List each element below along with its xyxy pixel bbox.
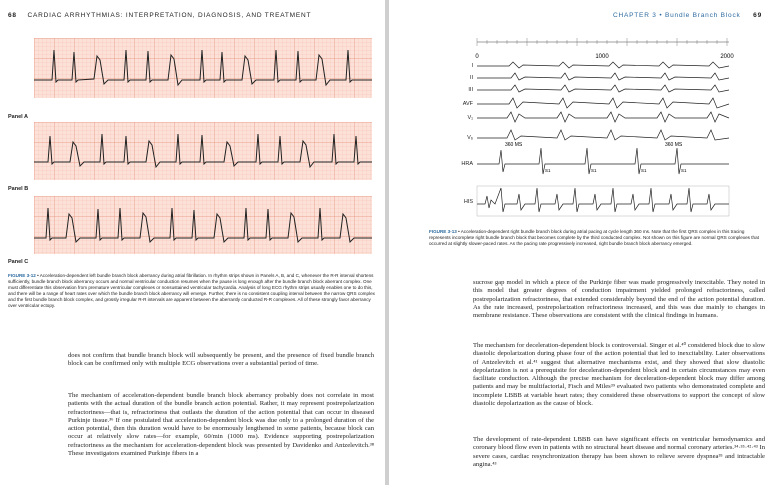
lead-label-V1: V₁ [467, 115, 473, 121]
ecg-strip-panel-c [34, 196, 372, 254]
figure-3-13-caption [429, 229, 765, 247]
ecg-strip-panel-a [34, 38, 372, 98]
right-running-header [613, 12, 762, 19]
scale-label-0: 0 [475, 54, 479, 60]
figure-3-13-text: • Acceleration-dependent right bundle branch block during atrial pacing at cycle length 360 ms. Note that the first QRS complex in this tracing represents incomplete right bundle branch block that becomes complete by the third conducted complex. Not shown on this figure are normal QRS complexes that occurred at slightly slower-paced rates. As the pacing rate progressively increased, right bundle branch block aberrancy emerged. [429, 229, 759, 247]
s1-label-4: S1 [681, 168, 687, 173]
s1-label-1: S1 [545, 168, 551, 173]
right-paragraph-2: The mechanism for deceleration-dependent block is controversial. Singer et al.⁴⁰ considered block due to slow diastolic depolarization during phase four of the action potential that led to inexcitability. Later observations of Antzelevitch et al.⁴¹ suggest that alternative mechanisms exist, and they showed that slow diastolic depolarization is not a prerequisite for deceleration-dependent block and in certain circumstances may even facilitate conduction. Although the precise mechanism for deceleration-dependent block may differ among patients and may be multifactorial, Fisch and Miles³⁹ evaluated two patients who demonstrated complete and incomplete LBBB at variable heart rates; they considered these observations to support the concept of slow diastolic depolarization as the cause of block. [473, 342, 765, 408]
lead-label-V6: V₆ [467, 135, 473, 141]
ms-label-1: 360 MS [505, 142, 523, 148]
right-paragraph-1: sucrose gap model in which a piece of the Purkinje fiber was made progressively inexcitable. They noted in this model that greater degrees of conduction impairment yielded prolonged refractoriness, called postrepolarization refractoriness, that extended considerably beyond the end of the action potential duration. As the rate increased, postrepolarization refractoriness increased, and this was due mainly to changes in membrane resistance. These observations are consistent with the clinical findings in humans. [473, 279, 765, 320]
ecg-strip-panel-b [34, 122, 372, 180]
left-paragraph-1: does not confirm that bundle branch block will subsequently be present, and the presence of fixed bundle branch block can be confirmed only with multiple ECG observations over a substantial period of time. [68, 352, 374, 368]
figure-3-12-caption [8, 273, 376, 310]
trace-lead-I [477, 62, 729, 68]
lead-label-HIS: HIS [463, 199, 473, 205]
scale-label-2000: 2000 [720, 54, 734, 60]
figure-3-12-label: FIGURE 3-12 [8, 273, 36, 278]
trace-lead-II [477, 73, 729, 80]
lead-label-III: III [468, 87, 473, 93]
lead-label-AVF: AVF [462, 101, 473, 107]
intracardiac-tracing-figure [439, 22, 739, 222]
left-page-number: 68 [8, 12, 17, 19]
trace-lead-HIS [477, 188, 729, 212]
figure-3-12-text: • Acceleration-dependent left bundle branch block aberrancy during atrial fibrillation. In rhythm strips shown in Panels A, B, and C, whenever the R-R interval shortens sufficiently, bundle branch block aberrancy occurs and normal ventricular conduction resumes when the pause is long enough after the bundle branch block aberrant complex. One must differentiate this observation from premature ventricular complexes or nonsustained ventricular tachycardia. Analysis of long ECG rhythm strips usually enables one to do this, and there will be a range of heart rates over which the bundle branch block aberrancy will emerge. Further, there is no consistent coupling interval between the narrow QRS complex and the first bundle branch block complex, and grossly irregular R-R intervals are apparent between the aberrantly conducted R-R complexes. All of these strongly favor aberrancy over ventricular ectopy. [8, 273, 375, 309]
trace-lead-AVF [477, 98, 729, 108]
panel-c-label: Panel C [8, 259, 29, 265]
right-running-head: CHAPTER 3 • Bundle Branch Block [613, 12, 741, 19]
left-running-header [8, 12, 311, 19]
trace-lead-HRA [477, 148, 729, 174]
s1-label-2: S1 [591, 168, 597, 173]
figure-3-13-label: FIGURE 3-13 [429, 229, 457, 234]
right-page-number: 69 [753, 12, 762, 19]
trace-lead-III [477, 85, 729, 92]
ms-label-2: 360 MS [665, 142, 683, 148]
scale-label-1000: 1000 [595, 54, 609, 60]
right-paragraph-3: The development of rate-dependent LBBB can have significant effects on ventricular hemodynamics and coronary blood flow even in patients with no structural heart disease and normal coronary arteries.³⁴·³⁵·⁴²·⁴³ In severe cases, cardiac resynchronization therapy has been shown to relieve severe dyspnea³⁵ and intractable angina.⁴³ [473, 436, 765, 468]
lead-label-HRA: HRA [461, 161, 473, 167]
trace-lead-V1 [477, 112, 729, 122]
lead-label-II: II [469, 75, 473, 81]
panel-a-label: Panel A [8, 114, 28, 120]
right-page [389, 0, 774, 485]
left-running-head: CARDIAC ARRHYTHMIAS: INTERPRETATION, DIAGNOSIS, AND TREATMENT [27, 12, 312, 19]
left-paragraph-2: The mechanism of acceleration-dependent bundle branch block aberrancy probably does not correlate in most patients with the actual duration of the bundle branch action potential. Rather, it may represent postrepolarization refractoriness—that is, refractoriness that outlasts the duration of the action potential that can occur in diseased Purkinje tissue.³⁶ If one postulated that acceleration-dependent block was due only to a prolonged duration of the action potential, then this duration would have to be enormously lengthened in some patients, because block can occur at relatively slow rates—for example, 60/min (1000 ms). Evidence supporting postrepolarization refractoriness as the mechanism for acceleration-dependent block was presented by Davidenko and Antzelevitch.³⁸ These investigators examined Purkinje fibers in a [68, 392, 374, 458]
panel-b-label: Panel B [8, 186, 29, 192]
s1-label-3: S1 [641, 168, 647, 173]
trace-lead-V6 [477, 130, 729, 140]
lead-label-I: I [471, 63, 473, 69]
left-page [0, 0, 385, 485]
